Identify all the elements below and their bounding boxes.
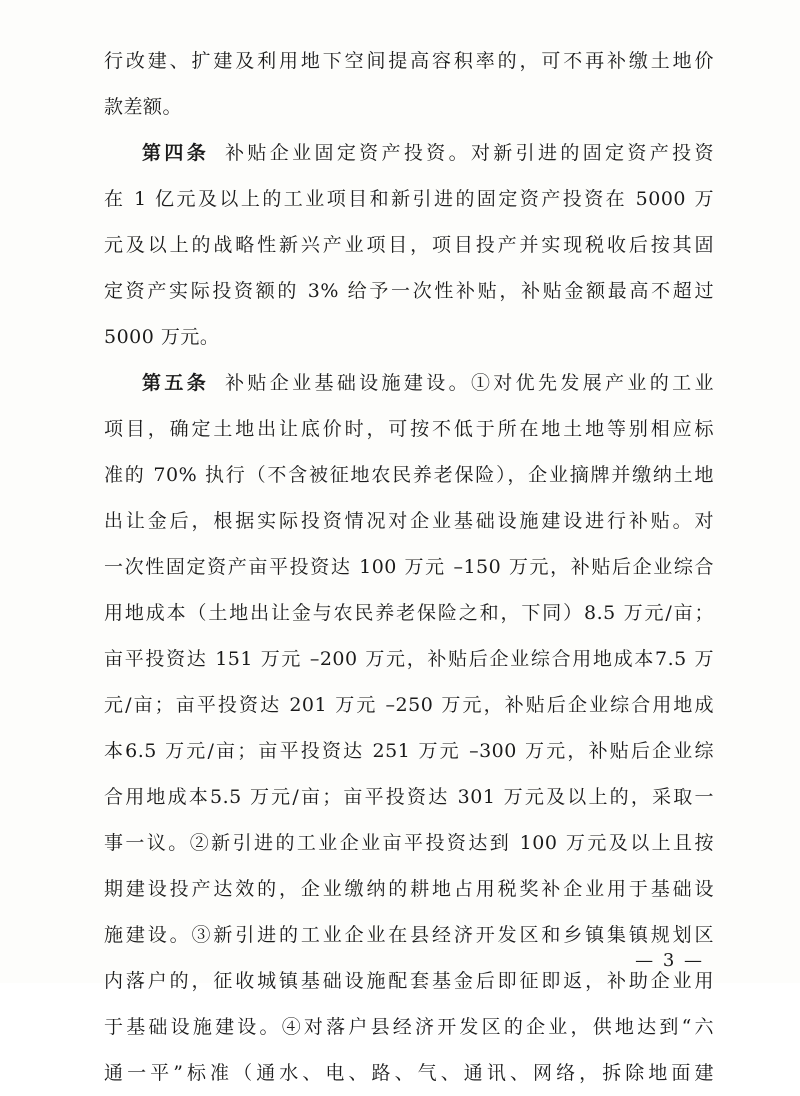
line-text: 补贴企业固定资产投资。对新引进的固定资产投资 (225, 142, 714, 164)
line-text: 内落户的，征收城镇基础设施配套基金后即征即返，补助企业用 (104, 970, 714, 992)
text-line (104, 38, 714, 84)
text-line (104, 84, 714, 130)
line-text: 于基础设施建设。④对落户县经济开发区的企业，供地达到“六 (104, 1016, 714, 1038)
line-text: 本6.5 万元/亩；亩平投资达 251 万元 –300 万元，补贴后企业综 (104, 740, 714, 762)
line-text: 合用地成本5.5 万元/亩；亩平投资达 301 万元及以上的，采取一 (104, 786, 714, 808)
line-text: 补贴企业基础设施建设。①对优先发展产业的工业 (225, 372, 714, 394)
page-number: — 3 — (635, 950, 704, 971)
line-text: 一次性固定资产亩平投资达 100 万元 –150 万元，补贴后企业综合 (104, 556, 714, 578)
text-line (104, 314, 714, 360)
text-line (104, 682, 714, 728)
article-heading: 第五条 (142, 372, 210, 394)
text-line (104, 498, 714, 544)
text-line (104, 728, 714, 774)
text-line (104, 1004, 714, 1050)
line-text: 准的 70% 执行（不含被征地农民养老保险），企业摘牌并缴纳土地 (104, 464, 714, 486)
text-line (104, 958, 714, 1004)
line-text: 在 1 亿元及以上的工业项目和新引进的固定资产投资在 5000 万 (104, 188, 714, 210)
text-line (104, 268, 714, 314)
text-line (104, 820, 714, 866)
text-line (104, 912, 714, 958)
text-line (104, 544, 714, 590)
text-line (104, 360, 714, 406)
line-text: 元/亩；亩平投资达 201 万元 –250 万元，补贴后企业综合用地成 (104, 694, 714, 716)
line-text: 项目，确定土地出让底价时，可按不低于所在地土地等别相应标 (104, 418, 714, 440)
line-text: 期建设投产达效的，企业缴纳的耕地占用税奖补企业用于基础设 (104, 878, 714, 900)
body-text (104, 38, 714, 1096)
line-text: 元及以上的战略性新兴产业项目，项目投产并实现税收后按其固 (104, 234, 714, 256)
line-text: 通一平”标准（通水、电、路、气、通讯、网络，拆除地面建 (104, 1062, 714, 1084)
line-text: 施建设。③新引进的工业企业在县经济开发区和乡镇集镇规划区 (104, 924, 714, 946)
text-line (104, 222, 714, 268)
text-line (104, 452, 714, 498)
line-text: 行改建、扩建及利用地下空间提高容积率的，可不再补缴土地价 (104, 50, 714, 72)
text-line (104, 774, 714, 820)
text-line (104, 1050, 714, 1096)
text-line (104, 130, 714, 176)
line-text: 出让金后，根据实际投资情况对企业基础设施建设进行补贴。对 (104, 510, 714, 532)
line-text: 用地成本（土地出让金与农民养老保险之和，下同）8.5 万元/亩； (104, 602, 714, 624)
line-text: 款差额。 (104, 96, 183, 118)
line-text: 5000 万元。 (104, 326, 220, 348)
text-line (104, 406, 714, 452)
text-line (104, 866, 714, 912)
line-text: 定资产实际投资额的 3% 给予一次性补贴，补贴金额最高不超过 (104, 280, 714, 302)
article-heading: 第四条 (142, 142, 210, 164)
text-line (104, 636, 714, 682)
text-line (104, 590, 714, 636)
line-text: 事一议。②新引进的工业企业亩平投资达到 100 万元及以上且按 (104, 832, 714, 854)
text-line (104, 176, 714, 222)
line-text: 亩平投资达 151 万元 –200 万元，补贴后企业综合用地成本7.5 万 (104, 648, 714, 670)
